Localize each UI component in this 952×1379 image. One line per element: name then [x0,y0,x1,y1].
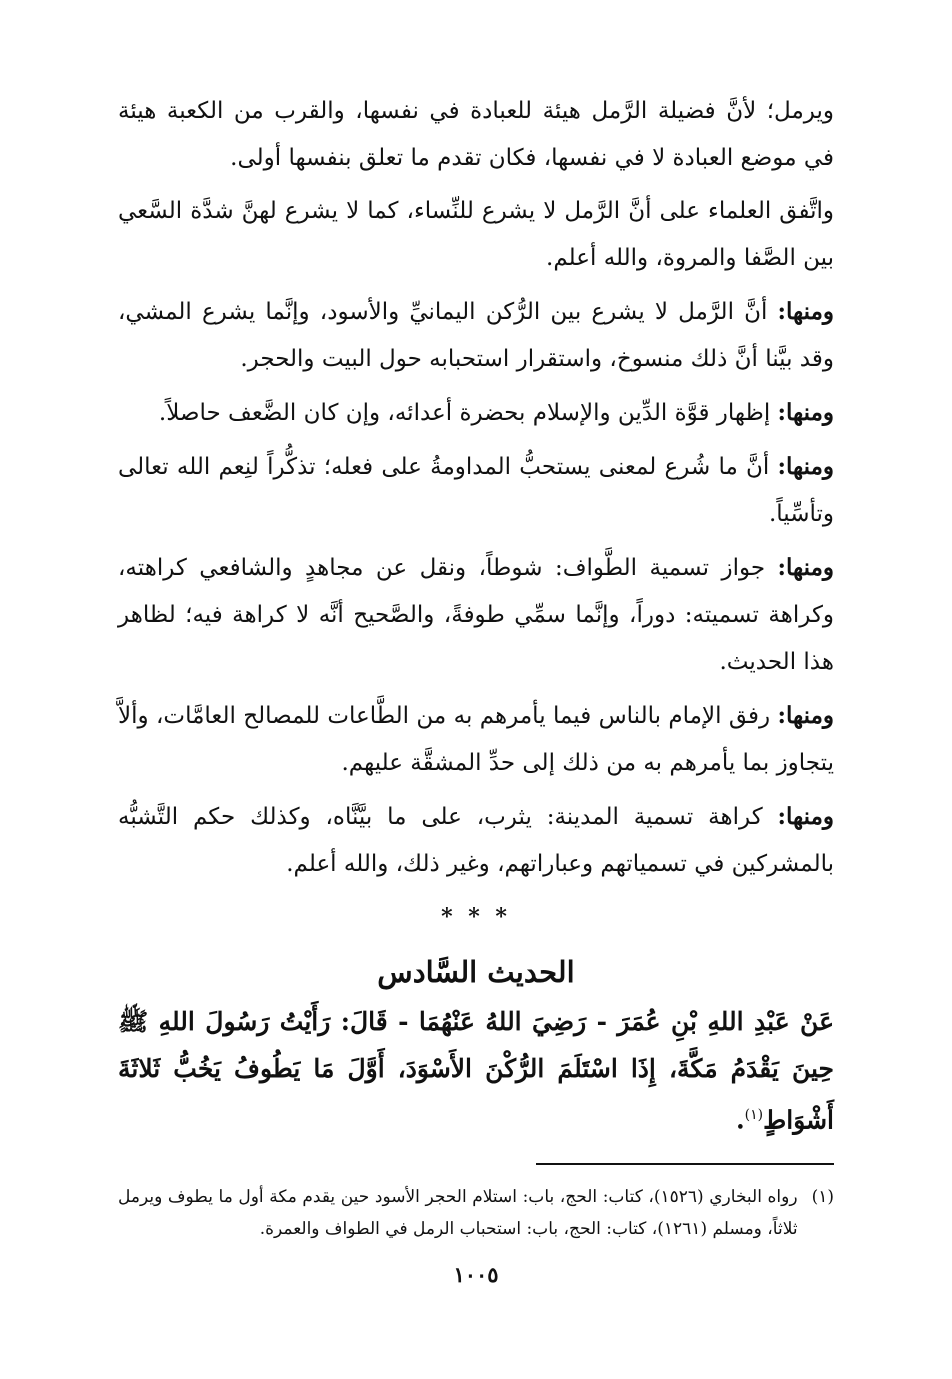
hadith-end: . [735,1105,745,1135]
footnote-number: (١) [811,1187,834,1208]
paragraph-1 [118,88,834,182]
paragraph-text: ويرمل؛ لأنَّ فضيلة الرَّمل هيئة للعبادة في نفسها، والقرب من الكعبة هيئة في موضع العبادة لا في نفسها، فكان تقدم ما تعلق بنفسها أولى. [118,98,834,171]
paragraph-7 [118,692,834,787]
paragraph-8 [118,793,834,888]
footnote-text: رواه البخاري (١٥٢٦)، كتاب: الحج، باب: استلام الحجر الأسود حين يقدم مكة أول ما يطوف ويرمل ثلاثاً، ومسلم (١٢٦١)، كتاب: الحج، باب: استحباب الرمل في الطواف والعمرة. [118,1187,798,1240]
paragraph-lead: ومنها: [777,298,835,325]
paragraph-text: كراهة تسمية المدينة: يثرب، على ما بيَّنَّاه، وكذلك حكم التَّشبُّه بالمشركين في تسمياتهم وعباراتهم، وغير ذلك، والله أعلم. [118,804,834,877]
paragraph-lead: ومنها: [777,803,834,830]
page-number: ١٠٠٥ [453,1262,499,1287]
paragraph-text: أنَّ الرَّمل لا يشرع بين الرُّكن اليمانيِّ والأسود، وإنَّما يشرع المشي، وقد بيَّنا أنَّ ذلك منسوخ، واستقرار استحبابه حول البيت والحجر. [118,299,834,372]
section-separator: * * * [441,904,511,930]
paragraph-text: إظهار قوَّة الدِّين والإسلام بحضرة أعدائه، وإن كان الضَّعف حاصلاً. [158,400,771,426]
paragraph-lead: ومنها: [777,453,834,480]
paragraph-lead: ومنها: [777,554,835,581]
paragraph-text: جواز تسمية الطَّواف: شوطاً، ونقل عن مجاهدٍ والشافعي كراهته، وكراهة تسميته: دوراً، وإنَّما سمِّي طوفةً، والصَّحيح أنَّه لا كراهة فيه؛ لظاهر هذا الحديث. [118,555,834,675]
paragraph-2 [118,188,834,282]
paragraph-lead: ومنها: [777,399,834,426]
paragraph-text: رفق الإمام بالناس فيما يأمرهم به من الطَّاعات للمصالح العامَّات، وألاَّ يتجاوز بما يأمرهم به من ذلك إلى حدِّ المشقَّة عليهم. [118,703,834,776]
hadith-title: الحديث السَّادس [377,955,575,989]
footnote [118,1181,834,1245]
paragraph-5 [118,443,834,538]
paragraph-6 [118,544,834,686]
hadith-body: عَنْ عَبْدِ اللهِ بْنِ عُمَرَ - رَضِيَ اللهُ عَنْهُمَا - قَالَ: رَأَيْتُ رَسُولَ اللهِ ﷺ حِينَ يَقْدَمُ مَكَّةَ، إِذَا اسْتَلَمَ الرُّكْنَ الأَسْوَدَ، أَوَّلَ مَا يَطُوفُ يَخُبُّ ثَلاثَةَ أَشْوَاطٍ [118,1007,834,1135]
paragraph-4 [118,389,834,437]
paragraph-3 [118,288,834,383]
paragraph-text: أنَّ ما شُرع لمعنى يستحبُّ المداومةُ على فعله؛ تذكُّراً لنِعم الله تعالى وتأسِّياً. [118,454,834,527]
paragraph-lead: ومنها: [777,702,835,729]
footnote-reference[interactable]: (١) [744,1107,764,1123]
hadith-text [118,998,834,1143]
paragraph-text: واتَّفق العلماء على أنَّ الرَّمل لا يشرع للنِّساء، كما لا يشرع لهنَّ شدَّة السَّعي بين الصَّفا والمروة، والله أعلم. [118,198,834,271]
footnote-divider [536,1163,834,1165]
